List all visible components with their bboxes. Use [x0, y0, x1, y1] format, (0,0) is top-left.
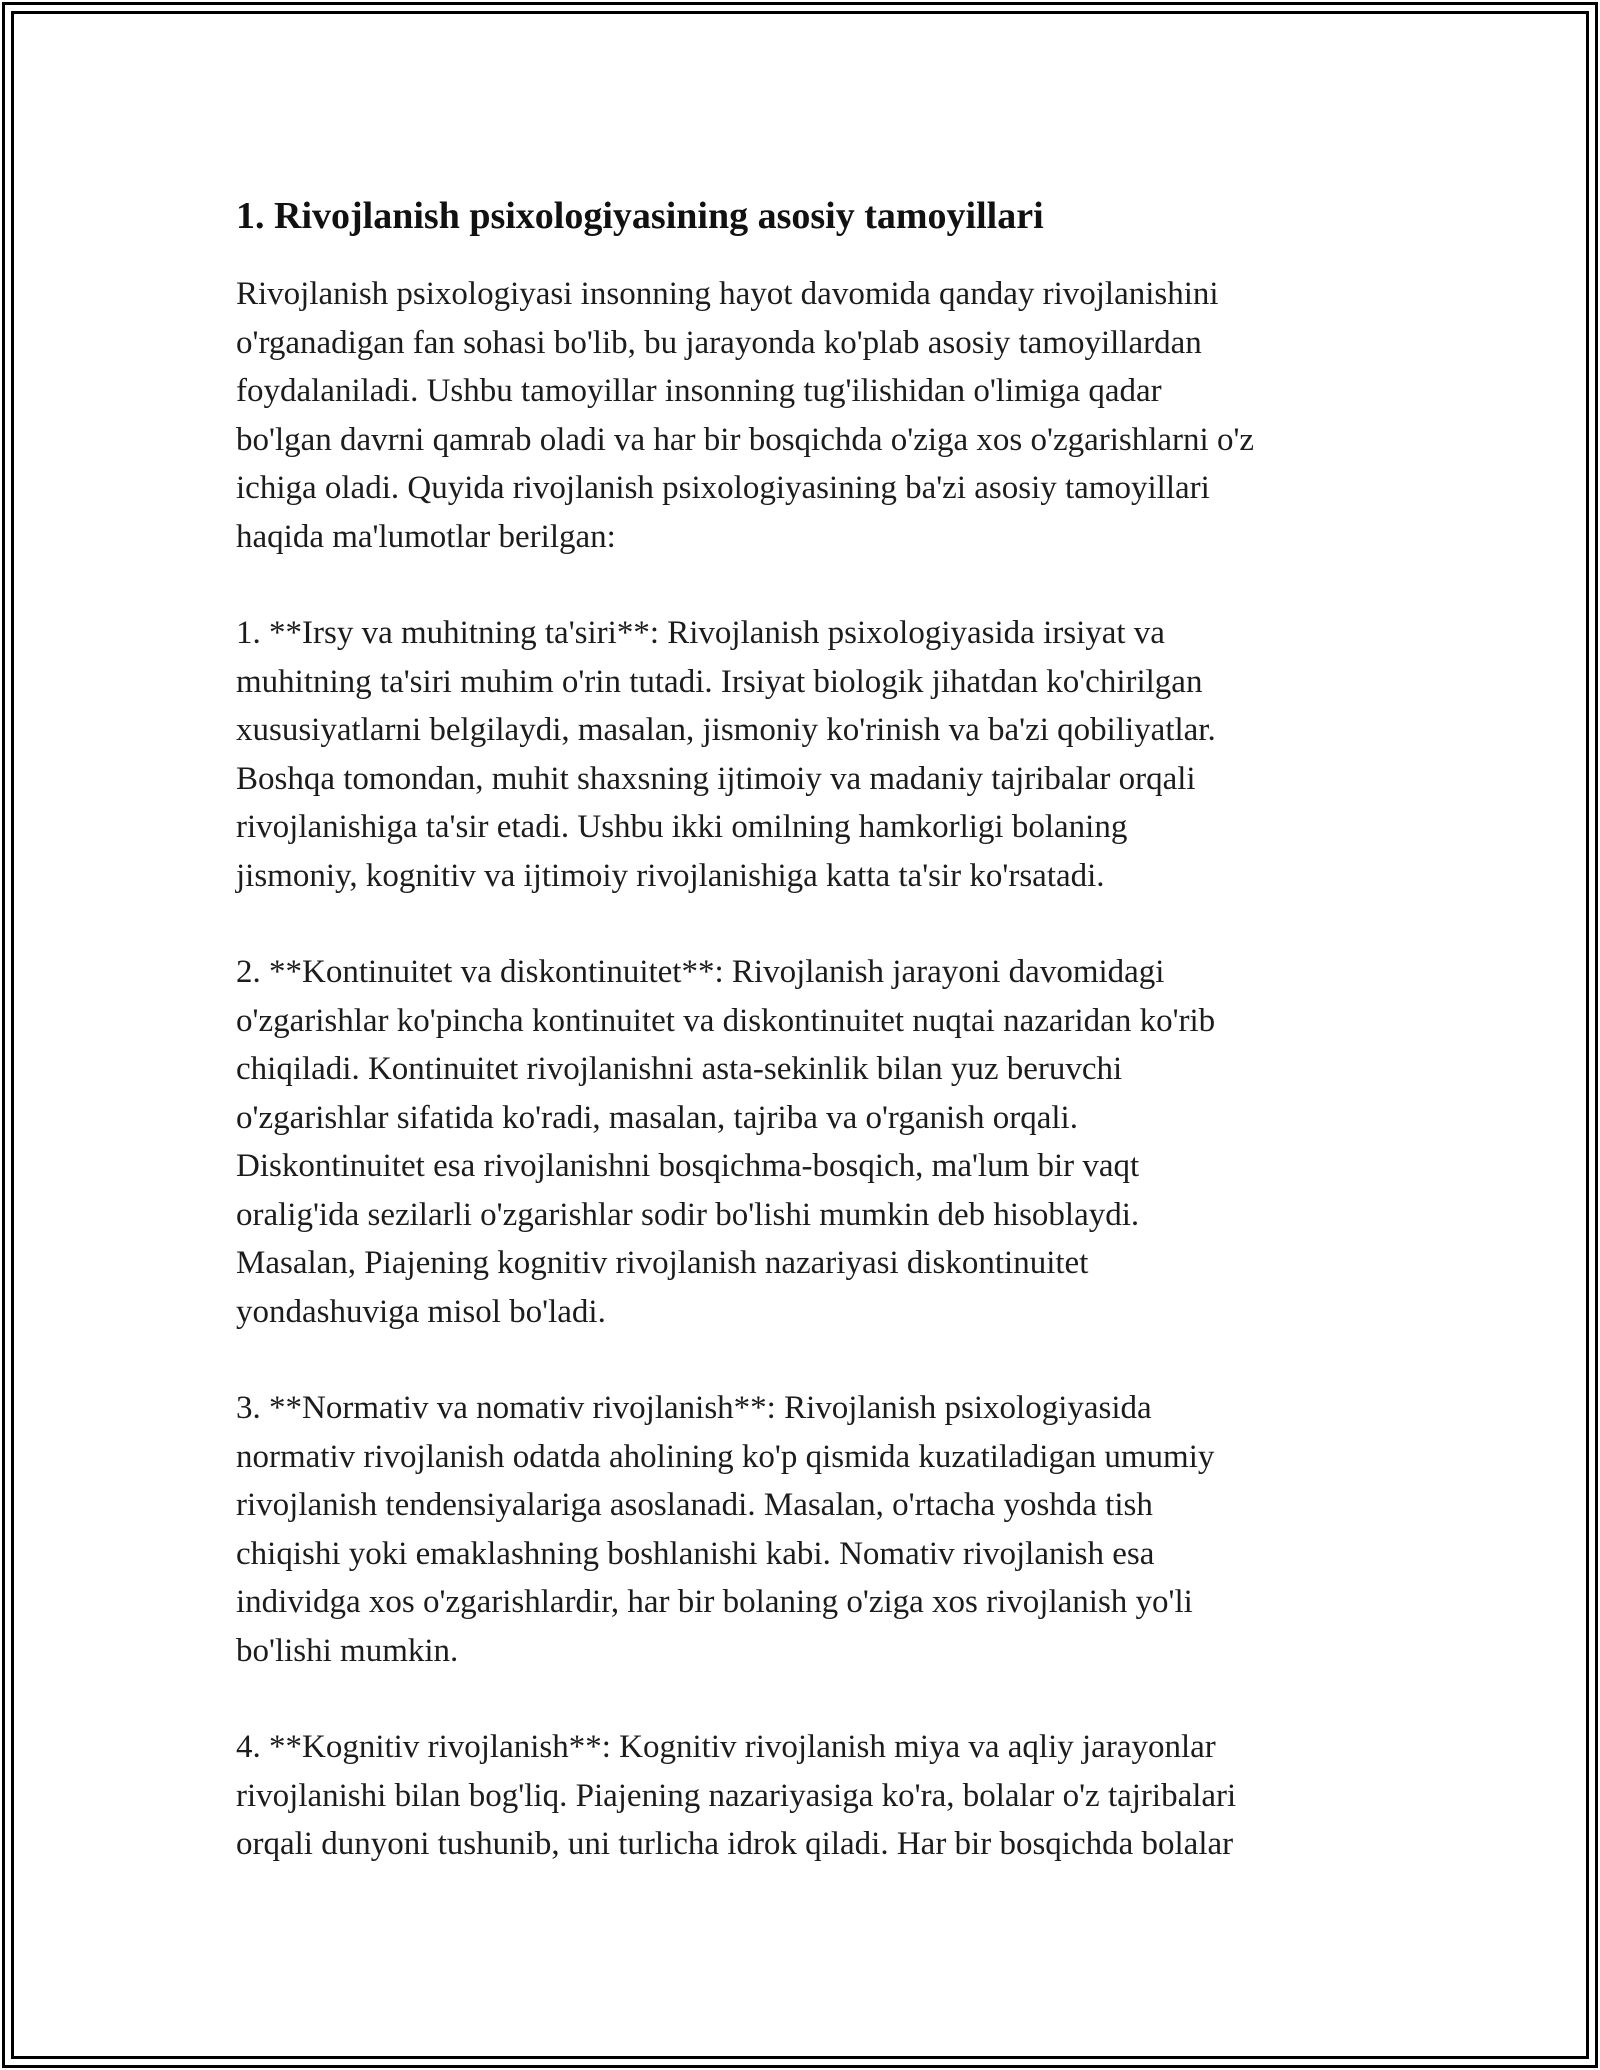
paragraph-line: Boshqa tomondan, muhit shaxsning ijtimoiy va madaniy tajribalar orqali [236, 760, 1196, 797]
paragraph-line: 1. **Irsy va muhitning ta'siri**: Rivojlanish psixologiyasida irsiyat va [236, 615, 1165, 651]
paragraph-line: Rivojlanish psixologiyasi insonning hayot davomida qanday rivojlanishini [236, 276, 1219, 312]
principle-4-paragraph [236, 1723, 1386, 1869]
paragraph-line: 4. **Kognitiv rivojlanish**: Kognitiv rivojlanish miya va aqliy jarayonlar [236, 1729, 1216, 1765]
paragraph-line: rivojlanish tendensiyalariga asoslanadi. Masalan, o'rtacha yoshda tish [236, 1487, 1153, 1523]
paragraph-line: individga xos o'zgarishlardir, har bir bolaning o'ziga xos rivojlanish yo'li [236, 1584, 1193, 1620]
principle-1-paragraph [236, 609, 1386, 900]
paragraph-line: ichiga oladi. Quyida rivojlanish psixologiyasining ba'zi asosiy tamoyillari [236, 470, 1210, 506]
paragraph-line: 3. **Normativ va nomativ rivojlanish**: Rivojlanish psixologiyasida [236, 1390, 1152, 1426]
paragraph-line: foydalaniladi. Ushbu tamoyillar insonning tug'ilishidan o'limiga qadar [236, 373, 1162, 409]
paragraph-line: rivojlanishiga ta'sir etadi. Ushbu ikki omilning hamkorligi bolaning [236, 809, 1128, 845]
paragraph-line: orqali dunyoni tushunib, uni turlicha idrok qiladi. Har bir bosqichda bolalar [236, 1826, 1234, 1862]
paragraph-line: o'zgarishlar sifatida ko'radi, masalan, tajriba va o'rganish orqali. [236, 1099, 1078, 1136]
paragraph-line: haqida ma'lumotlar berilgan: [236, 518, 616, 555]
paragraph-line: oralig'ida sezilarli o'zgarishlar sodir bo'lishi mumkin deb hisoblaydi. [236, 1196, 1140, 1233]
intro-paragraph [236, 270, 1386, 561]
paragraph-line: 2. **Kontinuitet va diskontinuitet**: Rivojlanish jarayoni davomidagi [236, 954, 1165, 990]
document-body [236, 188, 1386, 1869]
section-title: 1. Rivojlanish psixologiyasining asosiy tamoyillari [236, 195, 1044, 237]
paragraph-line: muhitning ta'siri muhim o'rin tutadi. Irsiyat biologik jihatdan ko'chirilgan [236, 663, 1203, 700]
paragraph-line: bo'lishi mumkin. [236, 1632, 459, 1669]
paragraph-line: jismoniy, kognitiv va ijtimoiy rivojlanishiga katta ta'sir ko'rsatadi. [236, 857, 1105, 894]
paragraph-line: bo'lgan davrni qamrab oladi va har bir bosqichda o'ziga xos o'zgarishlarni o'z [236, 421, 1255, 458]
principle-3-paragraph [236, 1384, 1386, 1675]
paragraph-line: o'zgarishlar ko'pincha kontinuitet va diskontinuitet nuqtai nazaridan ko'rib [236, 1002, 1216, 1039]
principle-2-paragraph [236, 948, 1386, 1336]
paragraph-line: rivojlanishi bilan bog'liq. Piajening nazariyasiga ko'ra, bolalar o'z tajribalari [236, 1777, 1237, 1814]
paragraph-line: Masalan, Piajening kognitiv rivojlanish nazariyasi diskontinuitet [236, 1245, 1089, 1281]
paragraph-line: Diskontinuitet esa rivojlanishni bosqichma-bosqich, ma'lum bir vaqt [236, 1148, 1140, 1184]
paragraph-line: normativ rivojlanish odatda aholining ko'p qismida kuzatiladigan umumiy [236, 1438, 1215, 1475]
paragraph-line: xususiyatlarni belgilaydi, masalan, jismoniy ko'rinish va ba'zi qobiliyatlar. [236, 712, 1216, 748]
paragraph-line: yondashuviga misol bo'ladi. [236, 1293, 606, 1330]
paragraph-line: o'rganadigan fan sohasi bo'lib, bu jarayonda ko'plab asosiy tamoyillardan [236, 324, 1202, 361]
paragraph-line: chiqiladi. Kontinuitet rivojlanishni asta-sekinlik bilan yuz beruvchi [236, 1051, 1123, 1087]
paragraph-line: chiqishi yoki emaklashning boshlanishi kabi. Nomativ rivojlanish esa [236, 1535, 1155, 1572]
